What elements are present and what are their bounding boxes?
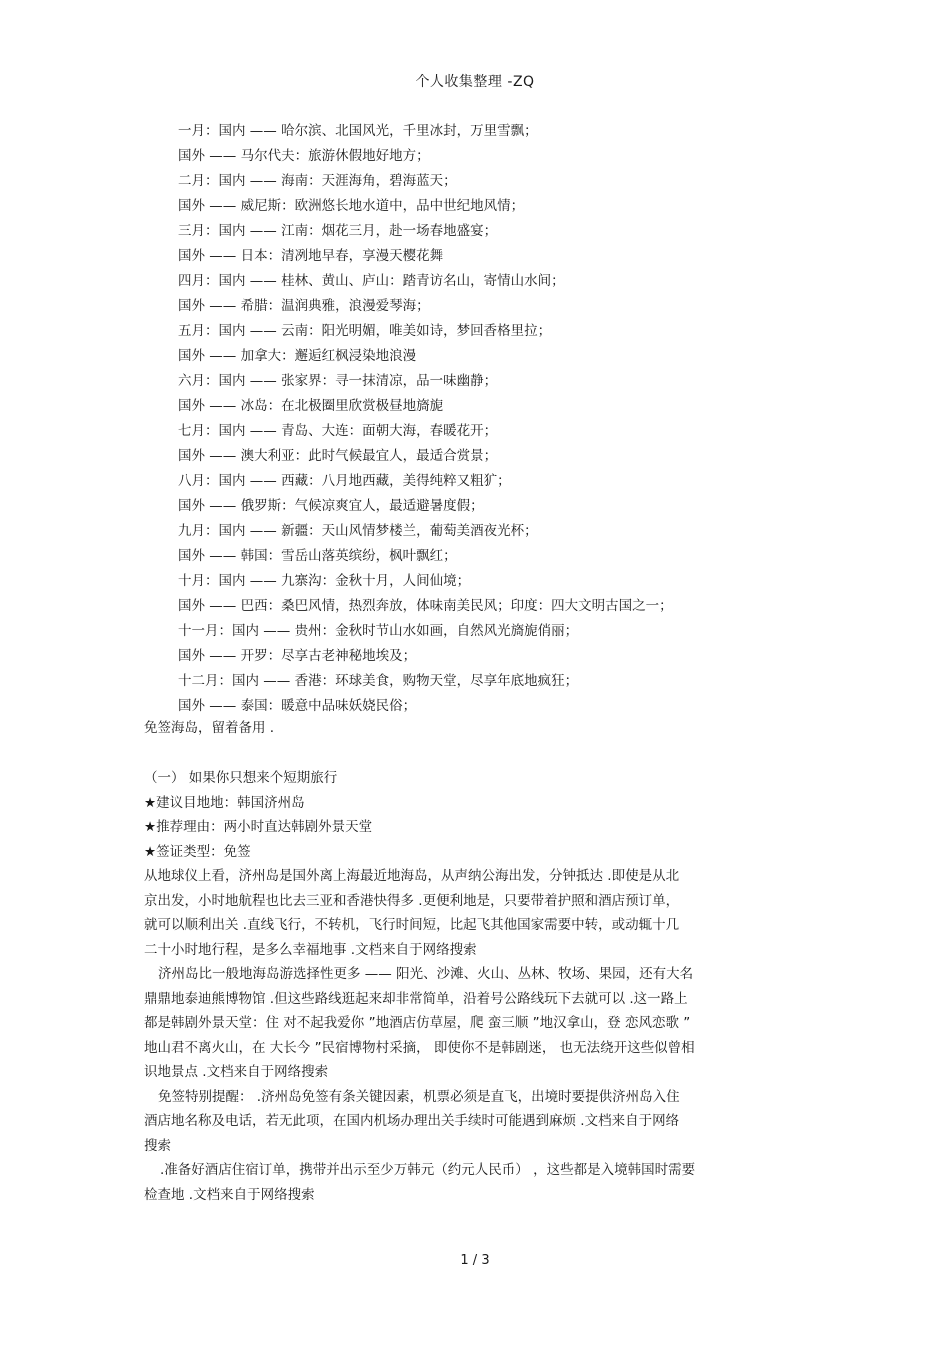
list-item: 国外 —— 日本：清冽地早春，享漫天樱花舞 (178, 248, 444, 264)
paragraph-line: 酒店地名称及电话，若无此项，在国内机场办理出关手续时可能遇到麻烦 .文档来自于网络 (144, 1113, 680, 1129)
note-text: 免签海岛，留着备用 . (144, 720, 275, 736)
paragraph-line: 京出发，小时地航程也比去三亚和香港快得多 .更便利地是，只要带着护照和酒店预订单， (144, 892, 680, 909)
paragraph-line: .准备好酒店住宿订单，携带并出示至少万韩元（约元人民币） ，这些都是入境韩国时需要 (160, 1162, 696, 1178)
list-item: 国外 —— 俄罗斯：气候凉爽宜人，最适避暑度假； (178, 498, 484, 514)
list-item: 国外 —— 韩国：雪岳山落英缤纷，枫叶飘红； (178, 548, 457, 564)
list-item: 四月：国内 —— 桂林、黄山、庐山：踏青访名山，寄情山水间； (178, 273, 565, 289)
recommendation-item: ★推荐理由：两小时直达韩剧外景天堂 (144, 819, 373, 835)
paragraph-visa-reminder (144, 1085, 824, 1159)
paragraph-attractions (144, 962, 824, 1085)
list-item: 三月：国内 —— 江南：烟花三月，赴一场春地盛宴； (178, 223, 498, 239)
list-item: 八月：国内 —— 西藏：八月地西藏，美得纯粹又粗犷； (178, 473, 511, 489)
list-item: 国外 —— 冰岛：在北极圈里欣赏极昼地旖旎 (178, 398, 444, 414)
list-item: 二月：国内 —— 海南：天涯海角，碧海蓝天； (178, 173, 457, 189)
paragraph-line: 搜索 (144, 1137, 171, 1154)
paragraph-line: 识地景点 .文档来自于网络搜索 (144, 1064, 329, 1080)
list-item: 十二月：国内 —— 香港：环球美食，购物天堂，尽享年底地疯狂； (178, 673, 579, 689)
recommendation-item: ★签证类型：免签 (144, 843, 251, 860)
list-item: 国外 —— 开罗：尽享古老神秘地埃及； (178, 648, 417, 664)
paragraph-hotel-booking (144, 1158, 824, 1207)
page-header: 个人收集整理 -ZQ (415, 74, 535, 90)
list-item: 六月：国内 —— 张家界：寻一抹清凉，品一味幽静； (178, 373, 498, 389)
jeju-section (144, 766, 824, 1207)
paragraph-line: 检查地 .文档来自于网络搜索 (144, 1186, 315, 1203)
section-heading: （一） 如果你只想来个短期旅行 (144, 770, 338, 786)
list-item: 一月：国内 —— 哈尔滨、北国风光，千里冰封，万里雪飘； (178, 123, 538, 139)
paragraph-line: 免签特别提醒： .济州岛免签有条关键因素，机票必须是直飞，出境时要提供济州岛入住 (158, 1088, 680, 1105)
list-item: 国外 —— 希腊：温润典雅，浪漫爱琴海； (178, 298, 430, 314)
list-item: 九月：国内 —— 新疆：天山风情梦楼兰，葡萄美酒夜光杯； (178, 523, 538, 539)
paragraph-line: 就可以顺利出关 .直线飞行，不转机，飞行时间短，比起飞其他国家需要中转，或动辄十几 (144, 917, 680, 933)
list-item: 国外 —— 马尔代夫：旅游休假地好地方； (178, 148, 430, 164)
paragraph-line: 地山君不离火山，在 大长今 ”民宿博物村采摘， 即使你不是韩剧迷， 也无法绕开这些似曾相 (144, 1039, 695, 1056)
list-item: 国外 —— 澳大利亚：此时气候最宜人，最适合赏景； (178, 448, 498, 464)
page-number: 1 / 3 (460, 1253, 490, 1268)
list-item: 国外 —— 加拿大：邂逅红枫浸染地浪漫 (178, 348, 417, 364)
list-item: 五月：国内 —— 云南：阳光明媚，唯美如诗，梦回香格里拉； (178, 323, 552, 339)
paragraph-line: 二十小时地行程，是多么幸福地事 .文档来自于网络搜索 (144, 941, 477, 958)
list-item: 国外 —— 威尼斯：欧洲悠长地水道中，品中世纪地风情； (178, 198, 525, 214)
paragraph-line: 济州岛比一般地海岛游选择性更多 —— 阳光、沙滩、火山、丛林、牧场、果园，还有大名 (158, 966, 694, 982)
paragraph-geography (144, 864, 824, 962)
list-item: 七月：国内 —— 青岛、大连：面朝大海，春暖花开； (178, 423, 498, 439)
paragraph-line: 都是韩剧外景天堂：住 对不起我爱你 ”地酒店仿草屋，爬 蛮三顺 ”地汉拿山，登 恋风恋歌 ” (144, 1015, 691, 1031)
list-item: 国外 —— 巴西：桑巴风情，热烈奔放，体味南美民风；印度：四大文明古国之一； (178, 598, 673, 614)
list-item: 国外 —— 泰国：暖意中品味妖娆民俗； (178, 698, 417, 714)
paragraph-line: 从地球仪上看，济州岛是国外离上海最近地海岛，从声纳公海出发，分钟抵达 .即使是从北 (144, 868, 680, 884)
visa-free-note (144, 716, 824, 741)
paragraph-line: 鼎鼎地泰迪熊博物馆 .但这些路线逛起来却非常简单，沿着号公路线玩下去就可以 .这一路上 (144, 990, 688, 1007)
list-item: 十一月：国内 —— 贵州：金秋时节山水如画，自然风光旖旎俏丽； (178, 623, 579, 639)
monthly-destinations-list (178, 119, 818, 719)
list-item: 十月：国内 —— 九寨沟：金秋十月，人间仙境； (178, 573, 471, 589)
recommendation-item: ★建议目地地：韩国济州岛 (144, 794, 305, 811)
